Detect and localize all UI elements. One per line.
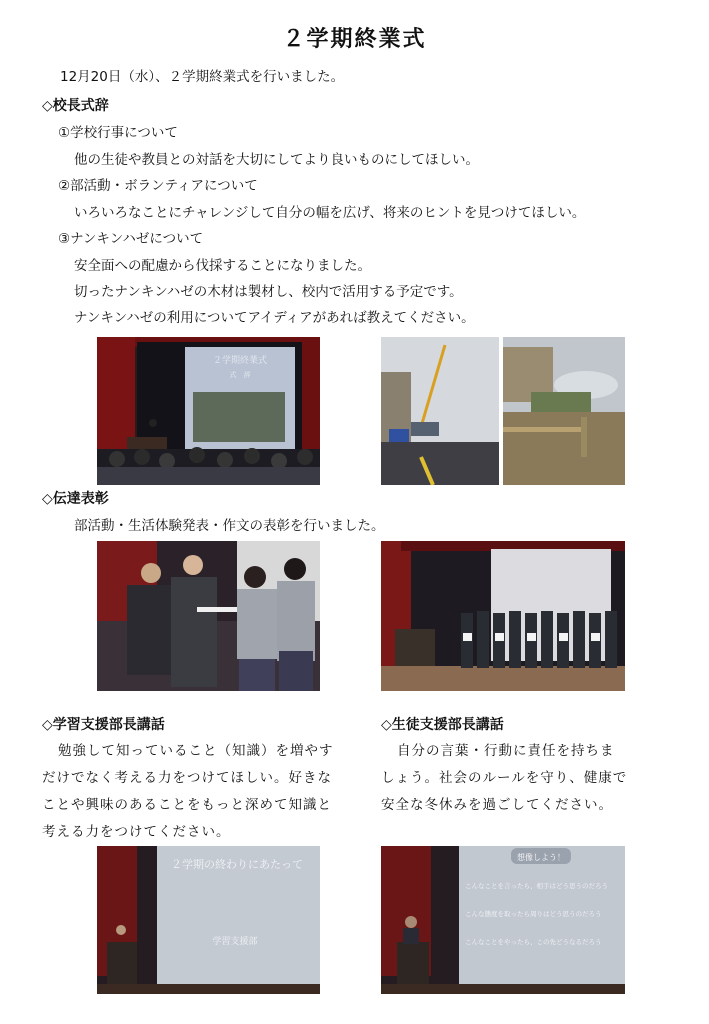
principal-item-3-text-1: 安全面への配慮から伐採することになりました。: [74, 258, 371, 274]
photo-student-slide-line-3: こんなことをやったら、この先どうなるだろう: [465, 938, 602, 946]
student-line-3: 安全な冬休みを過ごしてください。: [381, 797, 613, 813]
photo-student-slide-line-1: こんなことを言ったら、相手はどう思うのだろう: [465, 882, 608, 890]
learning-line-2: だけでなく考える力をつけてほしい。好きな: [42, 770, 332, 786]
principal-item-2-label: ②部活動・ボランティアについて: [58, 178, 258, 194]
student-line-2: しょう。社会のルールを守り、健康で: [381, 770, 628, 786]
photo-learning-talk: [97, 846, 320, 994]
photo-student-slide-header: 想像しよう！: [517, 853, 565, 862]
learning-line-3: ことや興味のあることをもっと深めて知識と: [42, 797, 332, 813]
photo-student-slide-line-2: こんな態度を取ったら周りはどう思うのだろう: [465, 910, 602, 918]
principal-heading: ◇校長式辞: [42, 98, 109, 114]
principal-item-3-text-2: 切ったナンキンハゼの木材は製材し、校内で活用する予定です。: [74, 284, 463, 300]
intro-text: 12月20日（水）、２学期終業式を行いました。: [60, 69, 345, 85]
principal-item-3-label: ③ナンキンハゼについて: [58, 231, 204, 247]
page-title: ２学期終業式: [282, 27, 427, 52]
photo-slide-title: ２学期終業式: [212, 356, 268, 366]
awards-heading: ◇伝達表彰: [42, 491, 109, 507]
learning-heading: ◇学習支援部長講話: [42, 717, 165, 733]
photo-ceremony-stage: [97, 337, 320, 485]
photo-award-presentation: [97, 541, 320, 691]
photo-award-group: [381, 541, 625, 691]
principal-item-1-text: 他の生徒や教員との対話を大切にしてより良いものにしてほしい。: [74, 152, 479, 168]
student-line-1: 自分の言葉・行動に責任を持ちま: [397, 743, 615, 759]
photo-learning-slide-sub: 学習支援部: [212, 937, 258, 947]
awards-text: 部活動・生活体験発表・作文の表彰を行いました。: [74, 518, 385, 534]
principal-item-3-text-3: ナンキンハゼの利用についてアイディアがあれば教えてください。: [74, 310, 475, 326]
principal-item-2-text: いろいろなことにチャレンジして自分の幅を広げ、将来のヒントを見つけてほしい。: [74, 205, 586, 221]
learning-line-4: 考える力をつけてください。: [42, 824, 231, 840]
learning-text: [42, 738, 362, 846]
student-heading: ◇生徒支援部長講話: [381, 717, 504, 733]
photo-tree-cutting: [381, 337, 625, 485]
student-text: [381, 738, 681, 819]
learning-line-1: 勉強して知っていること（知識）を増やす: [58, 743, 334, 759]
photo-learning-slide-title: ２学期の終わりにあたって: [171, 858, 303, 871]
principal-item-1-label: ①学校行事について: [58, 125, 178, 141]
photo-student-talk: [381, 846, 625, 994]
photo-slide-sub: 式 辞: [229, 371, 251, 379]
